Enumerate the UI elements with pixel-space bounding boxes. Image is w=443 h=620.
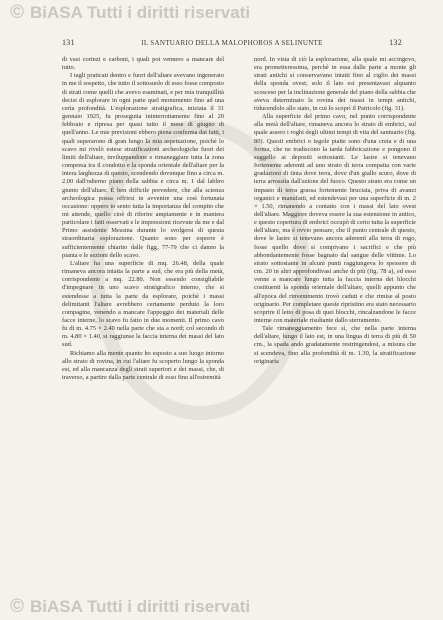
paragraph: di vasi corinzi e carboni, i quali poi vennero a mancare del tutto.	[62, 56, 224, 72]
copyright-icon: ©	[10, 2, 24, 23]
copyright-icon: ©	[10, 596, 24, 617]
page-header	[62, 38, 402, 52]
paragraph: Alla superficie del primo cavo, nel punto corrispondente alla metà dell'altare, rimaneva ancora lo strato di embrici, sul quale assero i roghi degli ultimi tempi di vita del santuario (fig. 80). Questi embrici o tegole piatte sono d'una creta e di una forma, che ne tradiscono la tarda fabbricazione e pongono il suggello ai depositi sottostanti. Le lastre si tenevano fortemente aderenti ad uno strato di terra compatta con varie gradazioni di tinta dove terra, dove d'un giallo scuro, dove di terra arrossita dall'azione del fuoco. Questo strato era come un impasto di terra grassa fortemente bruciata, priva di avanzi organici e manufatti, ed estendevasi per una superficie di m. 2 × 1.50, rimanendo a contatto con i massi del lato ovest dell'altare. Maggiore doveva essere la sua estensione in antico, e questo copertura di embrici occupò di certo tutta la superficie dell'altare, ma è ovvio pensare, che il punto centrale di questo, dove le lastre si tenevano ancora aderenti alla terra di rogo, fosse quello dove si compivano i sacrifici e che più abbondantemente fosse bagnato dal sangue delle vittime. Lo strato sottostante in alcuni punti raggiungeva lo spessore di cm. 20 in altri approfondivasi anche di più (fig. 78 a), ed esso venne a mancare lungo tutta la faccia interna dei blocchi costituenti la sponda orientale dell'altare, quelli appunto che all'epoca del rinvenimento trovò caduti e che rimise al posto originario. Per completare queste ripristino era stato necessario scoprire il letto di posa di quei blocchi, rincalzandone le facce interne con materiale risultante dallo sterramento.	[254, 113, 416, 324]
paragraph: L'altare ha una superficie di mq. 26.48, della quale rimaneva ancora intatta la parte a sud, che era più della metà, corrispondente a mq. 22.80. Non essendo consigliabile d'impegnare in uno scavo stratigrafico interno, che si estendesse a tutta la parte da esplorare, poichè i massi delimitanti l'altare avrebbero certamente perduto la loro compagine, venendo a mancare l'appoggio dei materiali delle facce interne, lo scavo fu fatto in due momenti. Il primo cavo fu di m. 4.75 × 2.40 nella parte che sta a nord; col secondo di m. 4.80 × 1.40, si raggiunse la faccia interna dei massi del lato sud.	[62, 259, 224, 349]
watermark-text-top: BiASA Tutti i diritti riservati	[30, 3, 251, 22]
running-title: IL SANTUARIO DELLA MALOPHOROS A SELINUNTE	[141, 39, 323, 47]
text-column-left	[62, 56, 224, 566]
paragraph: Tale rimaneggiamento fece sì, che nella parte interna dell'altare, lungo il lato est, in una lingua di terra di più di 50 cm., la spada ando gradatamente restringendosi, a misura che si scendeva, fino alla profondità di m. 1.30, la stratificazione originaria	[254, 325, 416, 365]
paragraph: Richiamo alla mente quanto ho esposto a suo luogo intorno allo strato di rovina, in cui l'altare fu scoperto lungo la sponda est, ed alla mancanza degli strati superiori e dei massi, che, di traverso, a partire dalla parte centrale di esso fino all'estremità	[62, 349, 224, 382]
watermark-text-bottom: BiASA Tutti i diritti riservati	[30, 597, 251, 616]
paragraph: I tagli praticati dentro e fuori dell'altare avevano ingenerato in me il sospetto, che tutto il sottosuolo di esso fosse composto di strati come quelli che avevo esaminati, e per mia tranquillità decisi di esplorare in ogni parte quel monumento fino ad una certa profondità. L'esplorazione stratigrafica, iniziata il 31 gennaio 1925, fu proseguita ininterrottamente fino al 20 febbraio e ripresa per quasi tutto il mese di giugno di quell'anno. Le mie previsioni ebbero piena conferma dai fatti, i quali superarono di gran lungo la mia aspettazione, poichè lo scavo mi rivelò estese stratificazioni archeologiche fuori dei limiti dell'altare, inviluppandone e rimaneggiare tutta la zona compresa tra il condotto e la sponda orientale dell'altare per la intera larghezza di questo, scendendo dovunque fino a circa m. 2.00 dall'odierno piano della sabbia e circa m. 1 dal labbro giunto dell'altare. È ben difficile prevedere, che alla scienza archeologica possa offrirsi in avvenire una così fortunata occasione: oppero io sento tutta la importanza del compito che mi attende, quello cioè di riferire ampiamente e in maniera particolare i fatti osservati e le impressioni ricevute da me e dal Primo assistente Messina durante lo svolgersi di questa straordinaria esplorazione. Quanto sono per esporre è sufficientemente chiarito dalle figg. 77-79 che ci danno la pianta e le sezioni dello scavo.	[62, 72, 224, 259]
watermark-banner-top	[0, 0, 443, 26]
page-number-right: 132	[389, 38, 402, 47]
watermark-banner-bottom	[0, 594, 443, 620]
paragraph: nord. In vista di ciò la esplorazione, alla quale mi accingevo, era prometteressima, perchè in essa dalle parte a monte gli strati antichi si conservavano intatti fino al ciglio dei massi della sponda ovest; solo il lato est presentavasi alquanto scosceso per la inclinazione generale del piano della sabbia che aveva determinato la rovina dei massi in tempi antichi, riducendolo allo stato, in cui lo scoprì il Patricolo (fig. 31).	[254, 56, 416, 112]
page-number-left: 131	[62, 38, 75, 47]
text-column-right	[254, 56, 416, 566]
